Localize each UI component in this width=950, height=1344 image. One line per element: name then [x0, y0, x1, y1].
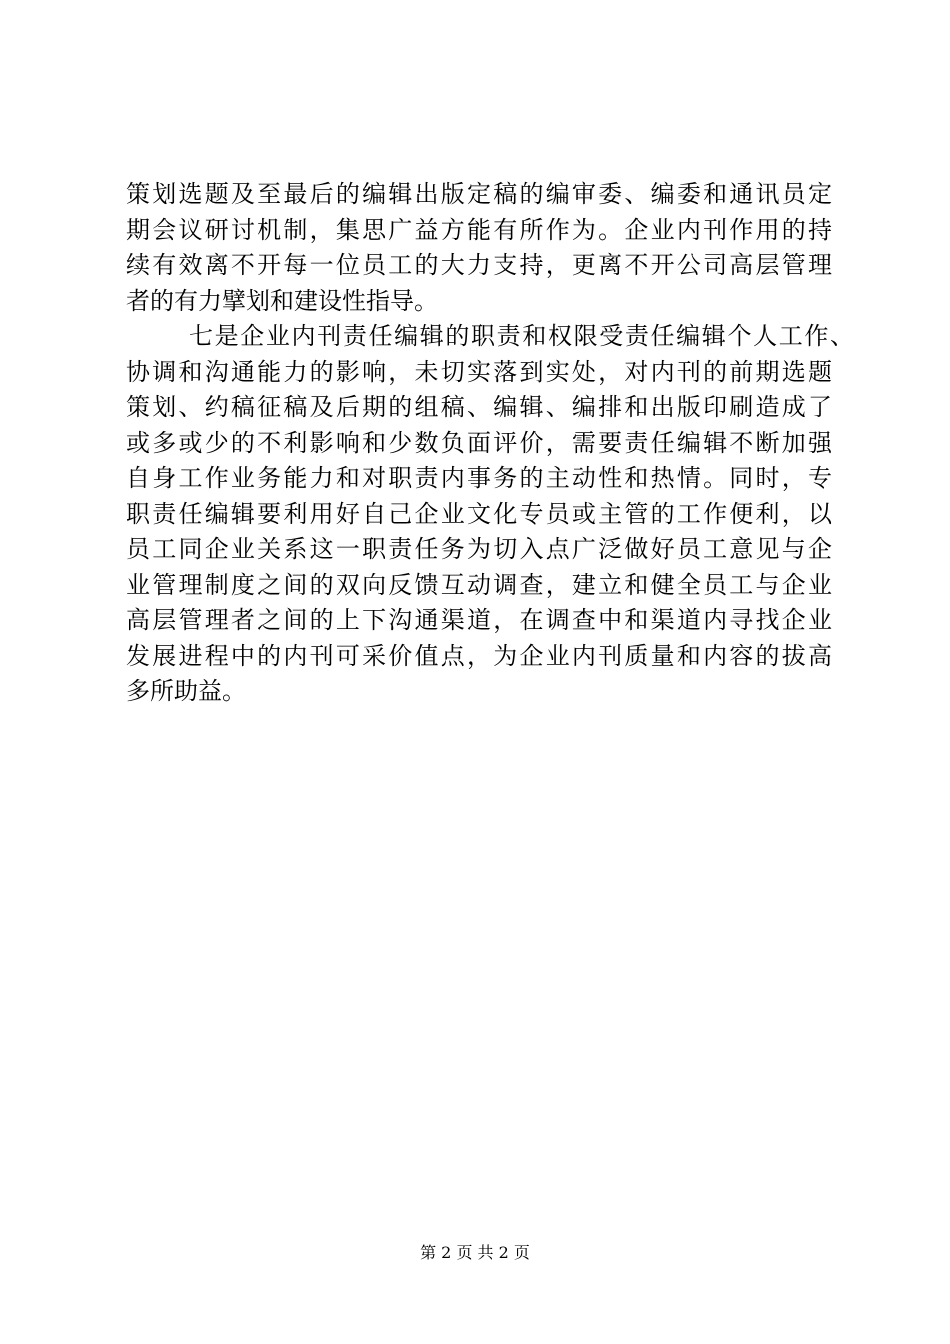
text-line: 协调和沟通能力的影响，未切实落到实处，对内刊的前期选题 — [126, 357, 832, 386]
text-line: 高层管理者之间的上下沟通渠道，在调查中和渠道内寻找企业 — [126, 606, 832, 634]
text-line: 七是企业内刊责任编辑的职责和权限受责任编辑个人工作、 — [189, 322, 854, 350]
text-line: 策划选题及至最后的编辑出版定稿的编审委、编委和通讯员定 — [126, 180, 832, 208]
paragraph-2 — [126, 319, 854, 710]
text-line: 员工同企业关系这一职责任务为切入点广泛做好员工意见与企 — [126, 535, 832, 563]
body-text — [126, 177, 854, 710]
text-line: 期会议研讨机制，集思广益方能有所作为。企业内刊作用的持 — [126, 215, 832, 244]
text-line: 或多或少的不利影响和少数负面评价，需要责任编辑不断加强 — [126, 428, 832, 457]
text-line: 职责任编辑要利用好自己企业文化专员或主管的工作便利，以 — [126, 499, 832, 528]
text-line: 业管理制度之间的双向反馈互动调查，建立和健全员工与企业 — [126, 570, 832, 599]
text-line: 策划、约稿征稿及后期的组稿、编辑、编排和出版印刷造成了 — [126, 393, 832, 421]
page-footer: 第 2 页 共 2 页 — [420, 1243, 530, 1262]
text-line: 者的有力擘划和建设性指导。 — [126, 286, 438, 315]
text-line: 发展进程中的内刊可采价值点，为企业内刊质量和内容的拔高 — [126, 641, 832, 670]
text-line: 自身工作业务能力和对职责内事务的主动性和热情。同时，专 — [126, 464, 832, 492]
paragraph-1 — [126, 177, 832, 319]
text-line: 多所助益。 — [126, 677, 246, 705]
text-line: 续有效离不开每一位员工的大力支持，更离不开公司高层管理 — [126, 251, 832, 279]
